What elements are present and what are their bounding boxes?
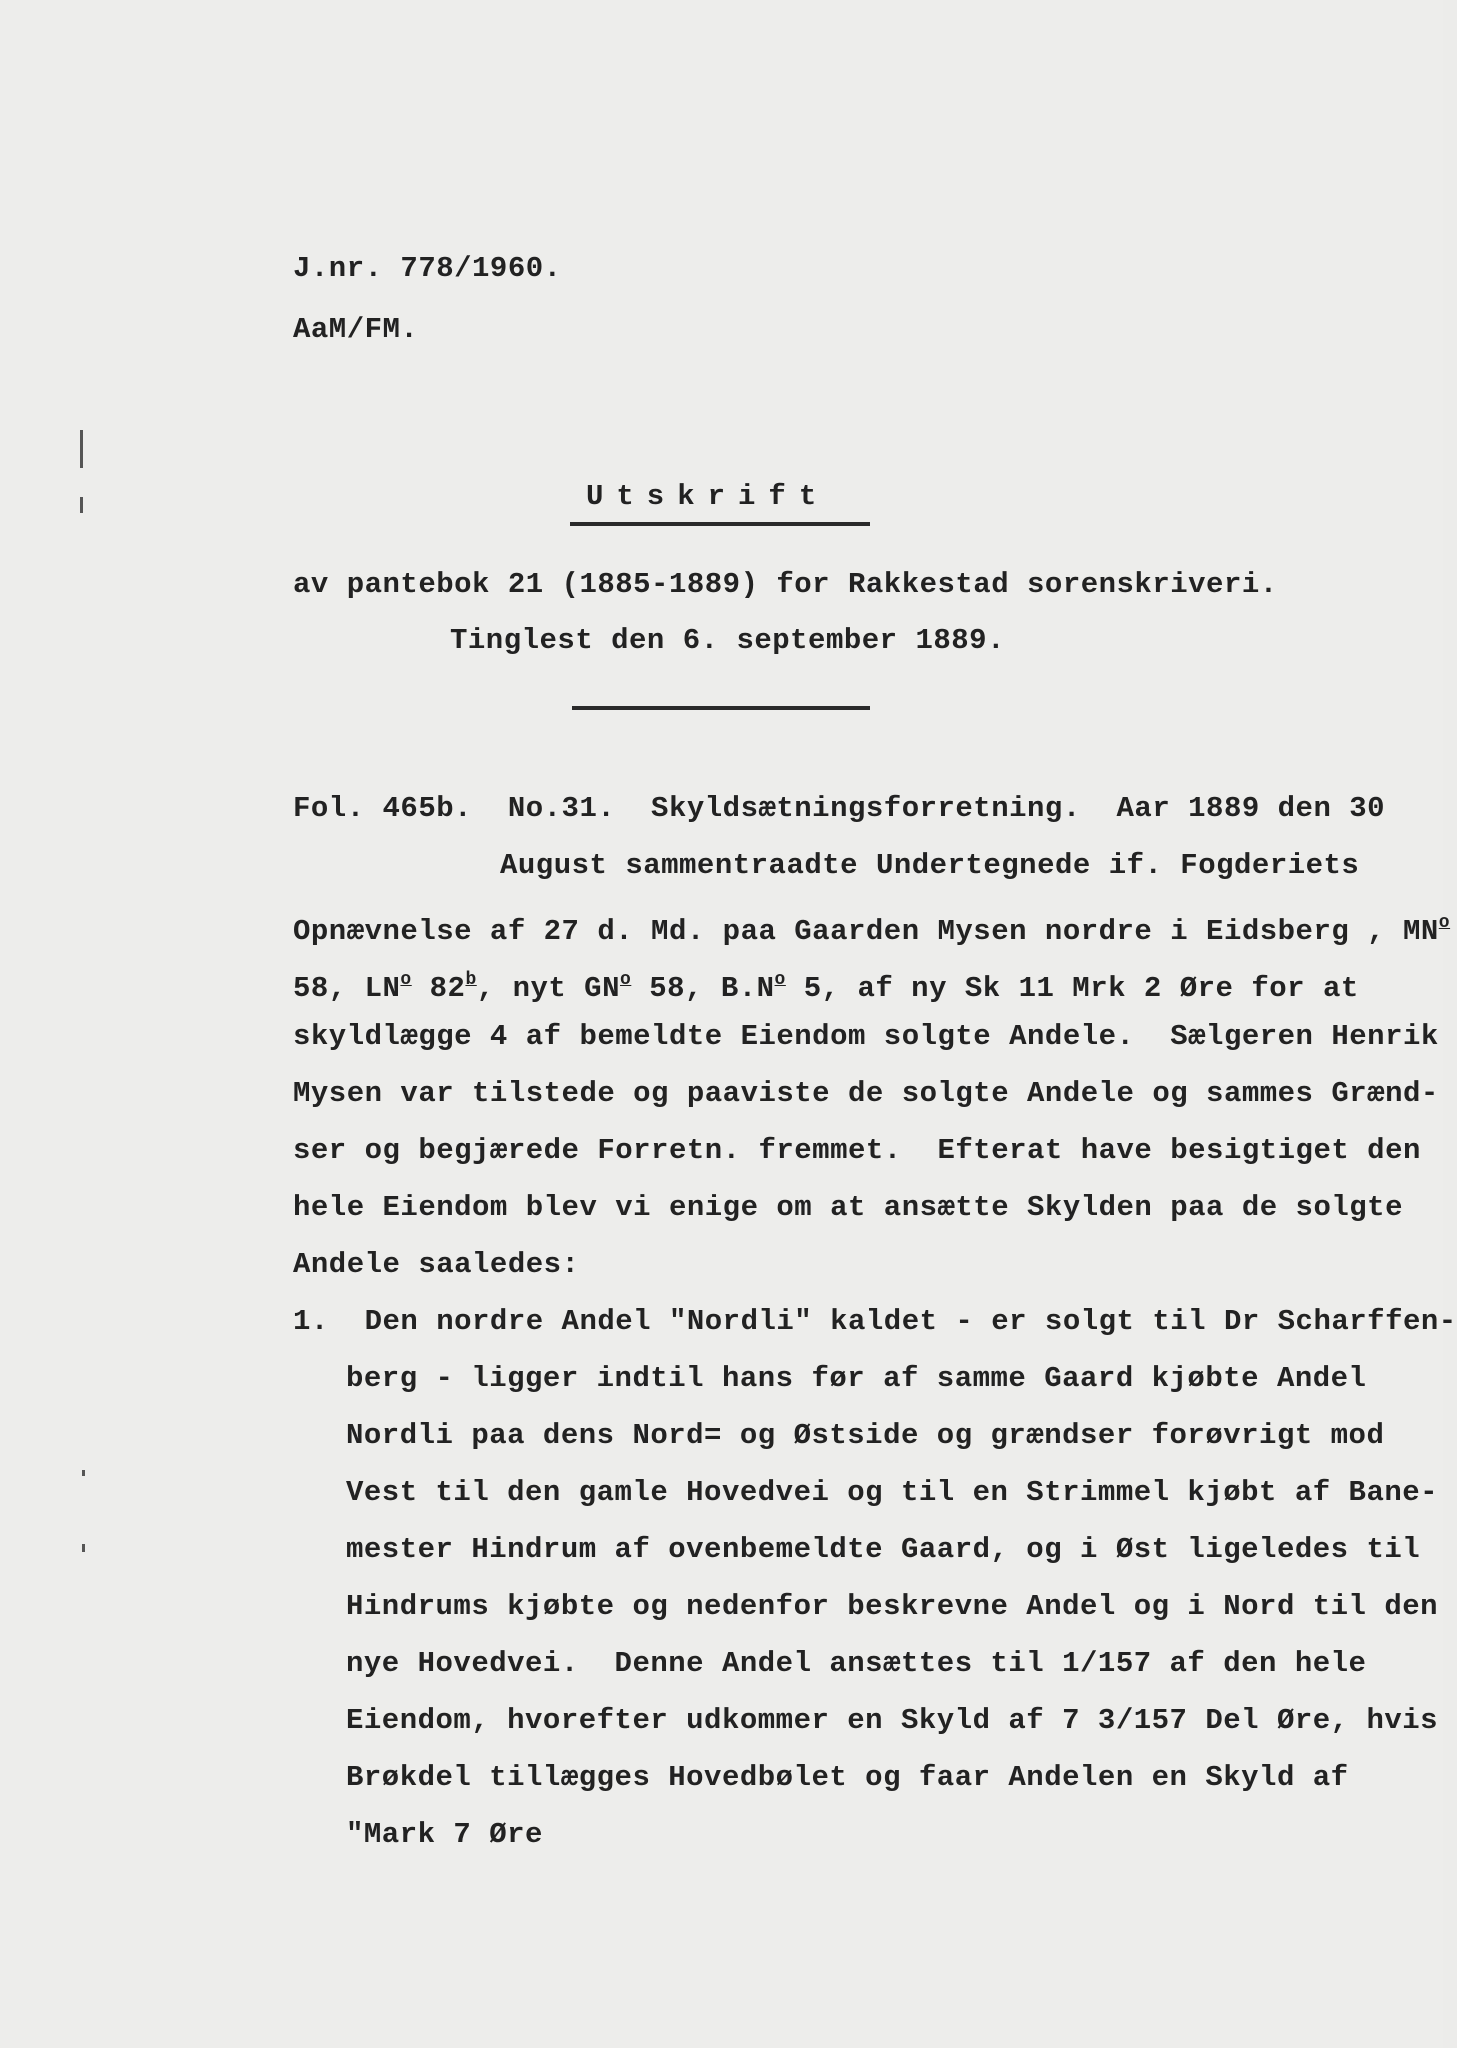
superscript: o (774, 970, 786, 990)
item-1-line-9: Brøkdel tillægges Hovedbølet og faar Andelen en Skyld af (346, 1761, 1349, 1794)
item-1-line-3: Nordli paa dens Nord= og Østside og grændser forøvrigt mod (346, 1419, 1385, 1452)
body-line-9: Andele saaledes: (293, 1248, 580, 1281)
item-1-line-8: Eiendom, hvorefter udkommer en Skyld af 7 3/157 Del Øre, hvis (346, 1704, 1439, 1737)
item-1-line-5: mester Hindrum af ovenbemeldte Gaard, og i Øst ligeledes til (346, 1533, 1421, 1566)
body-line-7: ser og begjærede Forretn. fremmet. Efterat have besigtiget den (293, 1134, 1421, 1167)
title-underline (570, 522, 870, 526)
body-line-3 (293, 906, 1450, 949)
text: 5, af ny Sk 11 Mrk 2 Øre for at (785, 972, 1359, 1005)
text: 82 (411, 972, 466, 1005)
journal-number: J.nr. 778/1960. (293, 252, 562, 285)
item-1-line-10: "Mark 7 Øre (346, 1818, 543, 1851)
body-line-2: August sammentraadte Undertegnede if. Fogderiets (500, 849, 1360, 882)
body-line-4 (293, 963, 1359, 1006)
item-1-line-4: Vest til den gamle Hovedvei og til en Strimmel kjøbt af Bane- (346, 1476, 1439, 1509)
body-line-8: hele Eiendom blev vi enige om at ansætte Skylden paa de solgte (293, 1191, 1403, 1224)
superscript: o (620, 970, 632, 990)
subtitle-line-1: av pantebok 21 (1885-1889) for Rakkestad sorenskriveri. (293, 568, 1278, 601)
margin-mark (80, 430, 83, 468)
margin-mark (82, 1544, 85, 1552)
body-line-3-text: Opnævnelse af 27 d. Md. paa Gaarden Mysen nordre i Eidsberg , MN (293, 915, 1439, 948)
superscript: b (465, 970, 477, 990)
initials: AaM/FM. (293, 313, 419, 346)
document-title: Utskrift (586, 480, 830, 513)
margin-mark (82, 1470, 85, 1476)
text: 58, B.N (631, 972, 775, 1005)
item-1-line-7: nye Hovedvei. Denne Andel ansættes til 1/157 af den hele (346, 1647, 1367, 1680)
text: , nyt GN (476, 972, 620, 1005)
superscript: o (1438, 913, 1451, 933)
subtitle-line-2: Tinglest den 6. september 1889. (450, 624, 1005, 657)
margin-mark (80, 497, 83, 513)
item-1-line-1: 1. Den nordre Andel "Nordli" kaldet - er solgt til Dr Scharffen- (293, 1305, 1457, 1338)
item-1-line-6: Hindrums kjøbte og nedenfor beskrevne Andel og i Nord til den (346, 1590, 1439, 1623)
section-divider (572, 706, 870, 710)
superscript: o (400, 970, 412, 990)
body-line-1: Fol. 465b. No.31. Skyldsætningsforretning. Aar 1889 den 30 (293, 792, 1386, 825)
text: 58, LN (293, 972, 401, 1005)
item-1-line-2: berg - ligger indtil hans før af samme Gaard kjøbte Andel (346, 1362, 1367, 1395)
body-line-6: Mysen var tilstede og paaviste de solgte Andele og sammes Grænd- (293, 1077, 1439, 1110)
body-line-5: skyldlægge 4 af bemeldte Eiendom solgte Andele. Sælgeren Henrik (293, 1020, 1439, 1053)
